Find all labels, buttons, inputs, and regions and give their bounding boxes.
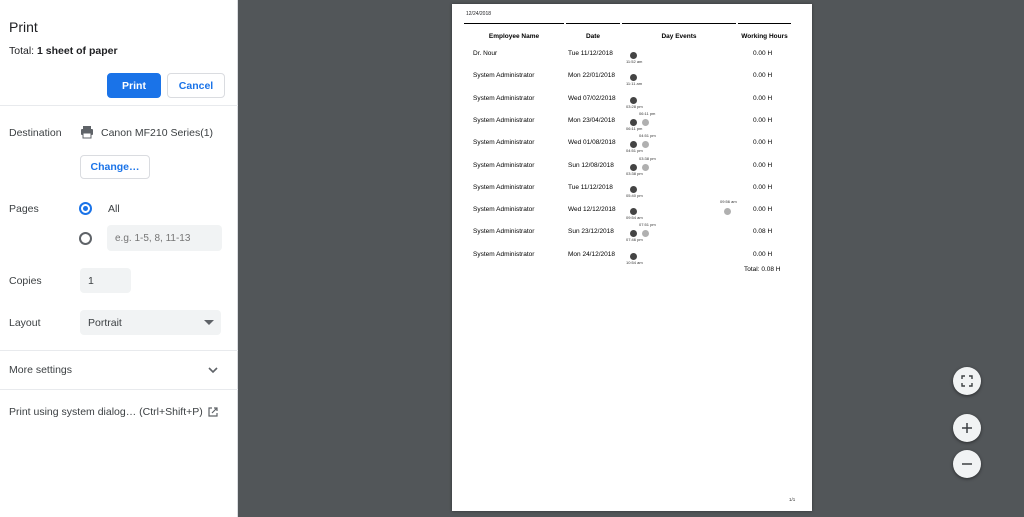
employee-name-cell: System Administrator	[473, 94, 535, 102]
copies-input[interactable]	[80, 268, 131, 293]
copies-label: Copies	[9, 275, 42, 287]
more-settings-toggle[interactable]	[0, 352, 237, 388]
print-button[interactable]: Print	[107, 73, 161, 98]
event-time-label: 03:38 pm	[639, 155, 656, 161]
employee-name-cell: System Administrator	[473, 250, 535, 258]
more-settings-label: More settings	[9, 364, 73, 376]
zoom-in-button[interactable]	[953, 414, 981, 442]
column-header: Day Events	[661, 33, 697, 40]
date-cell: Mon 22/01/2018	[568, 72, 615, 80]
working-hours-cell: 0.00 H	[753, 206, 773, 214]
date-cell: Sun 12/08/2018	[568, 161, 614, 169]
event-time-label: 04:51 pm	[626, 148, 643, 154]
document-date: 12/24/2018	[466, 11, 492, 17]
event-dot	[630, 141, 637, 148]
sheet-total	[9, 45, 118, 57]
header-rule	[464, 23, 564, 24]
date-cell: Wed 12/12/2018	[568, 206, 616, 214]
pages-custom-radio[interactable]	[79, 232, 92, 245]
working-hours-cell: 0.00 H	[753, 183, 773, 191]
employee-name-cell: Dr. Nour	[473, 50, 498, 57]
plus-icon	[961, 422, 973, 434]
page-number: 1/1	[789, 497, 796, 502]
event-time-label: 03:28 pm	[626, 103, 643, 109]
event-time-label: 05:40 pm	[626, 192, 643, 198]
layout-label: Layout	[9, 317, 41, 329]
change-destination-button[interactable]: Change…	[80, 155, 150, 179]
pages-all-radio[interactable]	[79, 202, 92, 215]
pages-all-label: All	[108, 203, 120, 215]
working-hours-cell: 0.00 H	[753, 50, 773, 57]
fit-to-page-icon	[961, 375, 973, 387]
sheet-total-value: 1 sheet of paper	[37, 45, 118, 57]
dropdown-arrow-icon	[204, 320, 214, 325]
date-cell: Mon 23/04/2018	[568, 116, 615, 124]
zoom-out-button[interactable]	[953, 450, 981, 478]
destination-value: Canon MF210 Series(1)	[101, 127, 214, 139]
employee-name-cell: System Administrator	[473, 72, 535, 80]
open-in-new-icon	[207, 406, 219, 418]
event-dot	[630, 119, 637, 126]
sheet-total-prefix: Total:	[9, 45, 38, 57]
chevron-down-icon	[207, 364, 219, 376]
date-cell: Wed 01/08/2018	[568, 139, 616, 147]
pages-custom-input[interactable]	[107, 225, 222, 251]
system-dialog-link[interactable]	[0, 400, 237, 426]
column-header: Employee Name	[488, 33, 540, 40]
event-dot	[642, 141, 649, 148]
event-time-label: 07:46 pm	[626, 237, 643, 243]
event-time-label: 03:38 pm	[626, 170, 643, 176]
header-rule	[566, 23, 620, 24]
event-dot	[630, 164, 637, 171]
employee-name-cell: System Administrator	[473, 183, 535, 191]
event-time-label: 06:11 pm	[639, 110, 656, 116]
date-cell: Tue 11/12/2018	[568, 50, 613, 57]
pages-label: Pages	[9, 203, 39, 215]
event-time-label: 07:51 pm	[639, 222, 656, 228]
column-header: Working Hours	[741, 33, 788, 40]
event-dot	[630, 97, 637, 104]
working-hours-cell: 0.00 H	[753, 72, 773, 80]
working-hours-cell: 0.00 H	[753, 94, 773, 102]
event-dot	[642, 230, 649, 237]
column-header: Date	[585, 33, 601, 40]
printer-icon	[80, 125, 94, 139]
fit-to-page-button[interactable]	[953, 367, 981, 395]
working-hours-cell: 0.08 H	[753, 228, 773, 236]
event-dot	[630, 253, 637, 260]
print-settings-panel	[0, 0, 238, 517]
event-dot	[630, 186, 637, 193]
date-cell: Mon 24/12/2018	[568, 250, 615, 258]
event-time-label: 10:54 am	[626, 259, 643, 265]
minus-icon	[961, 458, 973, 470]
working-hours-cell: 0.00 H	[753, 161, 773, 169]
event-dot	[724, 208, 731, 215]
panel-title: Print	[9, 19, 38, 35]
event-time-label: 04:51 pm	[639, 133, 656, 139]
event-time-label: 11:11 am	[626, 81, 643, 87]
destination-label: Destination	[9, 127, 62, 139]
employee-name-cell: System Administrator	[473, 116, 535, 124]
preview-page	[452, 4, 812, 511]
cancel-button[interactable]: Cancel	[167, 73, 225, 98]
working-hours-cell: 0.00 H	[753, 116, 773, 124]
event-dot	[630, 74, 637, 81]
layout-select-value: Portrait	[88, 316, 122, 329]
layout-select[interactable]	[80, 310, 221, 335]
event-time-label: 09:54 am	[626, 215, 643, 221]
event-time-label: 06:11 pm	[626, 125, 643, 131]
date-cell: Sun 23/12/2018	[568, 228, 614, 236]
event-dot	[642, 119, 649, 126]
event-dot	[642, 164, 649, 171]
working-hours-cell: 0.00 H	[753, 139, 773, 147]
event-dot	[630, 230, 637, 237]
employee-name-cell: System Administrator	[473, 161, 535, 169]
date-cell: Wed 07/02/2018	[568, 94, 616, 102]
header-rule	[738, 23, 791, 24]
employee-name-cell: System Administrator	[473, 139, 535, 147]
print-preview-area	[238, 0, 1024, 517]
header-rule	[622, 23, 736, 24]
divider	[0, 105, 238, 106]
event-time-label: 11:52 am	[626, 59, 643, 64]
date-cell: Tue 11/12/2018	[568, 183, 613, 191]
working-hours-cell: 0.00 H	[753, 250, 773, 258]
total-hours: Total: 0.08 H	[744, 266, 781, 273]
divider	[0, 350, 238, 351]
employee-name-cell: System Administrator	[473, 206, 535, 214]
event-dot	[630, 208, 637, 215]
system-dialog-label: Print using system dialog… (Ctrl+Shift+P)	[9, 406, 203, 418]
employee-name-cell: System Administrator	[473, 228, 535, 236]
divider	[0, 389, 238, 390]
event-dot	[630, 52, 637, 59]
event-time-label: 09:56 am	[720, 199, 737, 205]
